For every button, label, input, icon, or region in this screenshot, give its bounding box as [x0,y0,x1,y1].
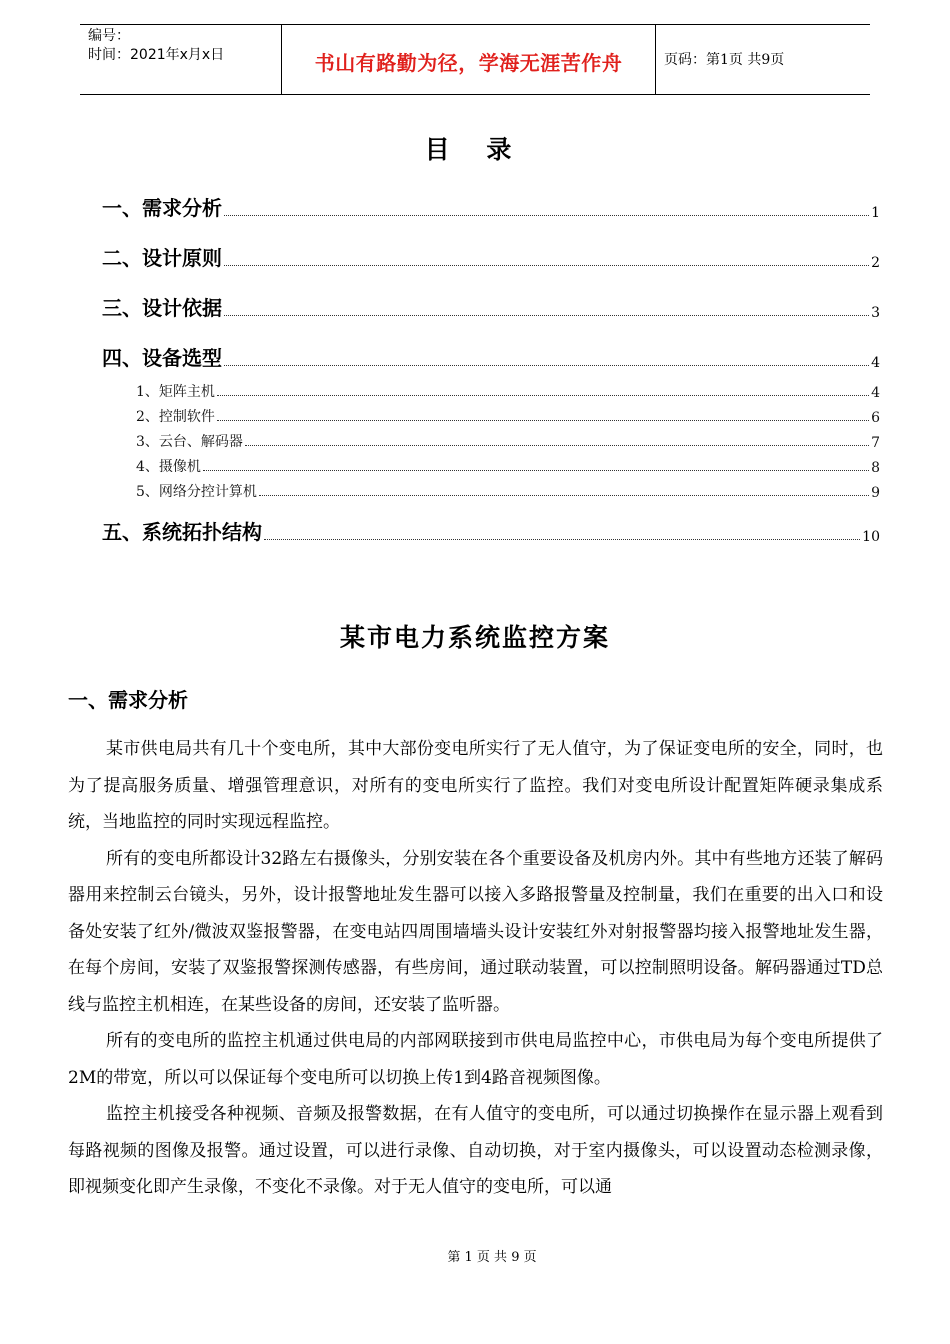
header-slogan: 书山有路勤为径，学海无涯苦作舟 [314,51,623,75]
toc-entry[interactable] [102,192,880,221]
toc-entry-label: 一、需求分析 [102,196,222,220]
toc-subentry[interactable] [136,381,880,401]
header-page-info: 页码：第1页 共9页 [664,52,785,68]
toc-entry-label: 四、设备选型 [102,346,222,370]
toc-entry-label: 三、设计依据 [102,296,222,320]
toc-entry[interactable] [102,292,880,321]
document-time-label: 时间：2021年x月x日 [88,47,225,63]
toc-leader [224,215,869,216]
toc-entry-page: 6 [871,410,880,426]
toc-entry-label: 3、云台、解码器 [136,434,243,450]
toc-entry-label: 2、控制软件 [136,409,215,425]
toc-entry[interactable] [102,242,880,271]
toc-entry-page: 3 [871,305,880,321]
document-title: 某市电力系统监控方案 [339,623,610,652]
page-footer: 第 1 页 共 9 页 [447,1250,537,1265]
header-divider [655,25,656,94]
toc-entry-label: 二、设计原则 [102,246,222,270]
page-header [80,24,870,95]
paragraph: 监控主机接受各种视频、音频及报警数据，在有人值守的变电所，可以通过切换操作在显示器上观看到每路视频的图像及报警。通过设置，可以进行录像、自动切换，对于室内摄像头，可以设置动态检测录像，即视频变化即产生录像，不变化不录像。对于无人值守的变电所，可以通 [68,1104,883,1197]
toc-entry-page: 7 [871,435,880,451]
toc-leader [224,315,869,316]
toc-title: 目 录 [424,135,526,164]
toc-entry-label: 4、摄像机 [136,459,201,475]
toc-leader [245,445,869,446]
paragraph: 所有的变电所的监控主机通过供电局的内部网联接到市供电局监控中心，市供电局为每个变电所提供了2M的带宽，所以可以保证每个变电所可以切换上传1到4路音视频图像。 [68,1031,883,1088]
body-text [68,731,883,1206]
toc-leader [259,495,869,496]
toc-entry-label: 1、矩阵主机 [136,384,215,400]
toc-entry-page: 4 [871,355,880,371]
toc-leader [203,470,869,471]
toc-subentry[interactable] [136,406,880,426]
toc-subentry[interactable] [136,431,880,451]
toc-leader [224,265,869,266]
toc-leader [217,395,869,396]
section-heading: 一、需求分析 [68,688,188,712]
toc-entry[interactable] [102,516,880,545]
header-meta [88,27,224,65]
toc-entry-page: 1 [871,205,880,221]
document-number-label: 编号： [88,28,130,44]
toc-subentry[interactable] [136,481,880,501]
toc-leader [217,420,869,421]
toc-entry-page: 9 [871,485,880,501]
toc-entry-label: 五、系统拓扑结构 [102,520,262,544]
toc-entry-page: 10 [862,529,880,545]
toc-entry-page: 8 [871,460,880,476]
toc-subentry[interactable] [136,456,880,476]
toc-leader [224,365,869,366]
toc-entry[interactable] [102,342,880,371]
toc-entry-page: 4 [871,385,880,401]
paragraph: 所有的变电所都设计32路左右摄像头，分别安装在各个重要设备及机房内外。其中有些地方还装了解码器用来控制云台镜头，另外，设计报警地址发生器可以接入多路报警量及控制量，我们在重要的出入口和设备处安装了红外/微波双鉴报警器，在变电站四周围墙墙头设计安装红外对射报警器均接入报警地址发生器，在每个房间，安装了双鉴报警探测传感器，有些房间，通过联动装置，可以控制照明设备。解码器通过TD总线与监控主机相连，在某些设备的房间，还安装了监听器。 [68,848,883,1015]
toc-leader [264,539,860,540]
toc-entry-page: 2 [871,255,880,271]
paragraph: 某市供电局共有几十个变电所，其中大部份变电所实行了无人值守，为了保证变电所的安全，同时，也为了提高服务质量、增强管理意识，对所有的变电所实行了监控。我们对变电所设计配置矩阵硬录集成系统，当地监控的同时实现远程监控。 [68,739,883,832]
toc-entry-label: 5、网络分控计算机 [136,484,257,500]
